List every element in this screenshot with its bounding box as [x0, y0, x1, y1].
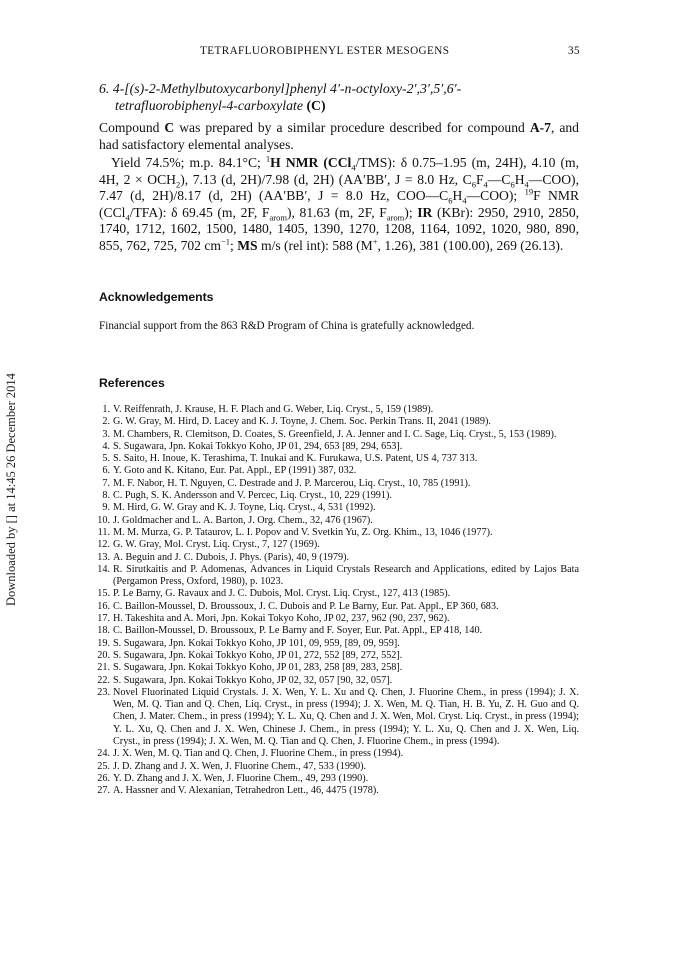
subscript: arom	[386, 212, 405, 223]
ms-label: MS	[237, 237, 258, 253]
subscript: 6	[448, 195, 453, 206]
reference-text: A. Beguin and J. C. Dubois, J. Phys. (Paris), 40, 9 (1979).	[113, 551, 350, 563]
section-heading	[99, 80, 569, 114]
text-run: m/s (rel int): 588 (M	[257, 237, 373, 253]
text-run: /TMS): δ 0.75–1.95 (m, 24H), 4.10 (m, 4H, 2 × OCH	[99, 155, 580, 187]
text-run: , 1.26), 381 (100.00), 269 (26.13).	[377, 237, 564, 253]
subscript: 4	[462, 195, 467, 206]
reference-item	[99, 625, 579, 637]
reference-number: 3.	[102, 428, 110, 440]
text-run: , and had satisfactory elemental analyses.	[99, 120, 579, 152]
reference-item	[99, 773, 579, 785]
reference-item	[99, 478, 579, 490]
text-run: Yield 74.5%; m.p. 84.1°C;	[111, 155, 266, 170]
reference-text: V. Reiffenrath, J. Krause, H. F. Plach and G. Weber, Liq. Cryst., 5, 159 (1989).	[113, 404, 434, 415]
reference-item	[99, 785, 579, 797]
reference-number: 27.	[97, 785, 110, 797]
reference-text: S. Sugawara, Jpn. Kokai Tokkyo Koho, JP 01, 294, 653 [89, 294, 653].	[113, 440, 403, 452]
reference-text: C. Baillon-Moussel, D. Broussoux, J. C. Dubois and P. Le Barny, Eur. Pat. Appl., EP 360, 683.	[113, 600, 499, 612]
text-run: /TFA): δ 69.45 (m, 2F, F	[129, 204, 270, 220]
reference-number: 26.	[97, 772, 110, 784]
reference-item	[99, 748, 579, 760]
reference-item	[99, 465, 579, 477]
reference-number: 10.	[97, 514, 110, 526]
reference-number: 12.	[97, 539, 110, 551]
reference-text: S. Sugawara, Jpn. Kokai Tokkyo Koho, JP 01, 283, 258 [89, 283, 258].	[113, 662, 403, 674]
page-number: 35	[568, 45, 580, 57]
subscript: 4	[351, 162, 356, 173]
reference-item	[99, 662, 579, 674]
compound-label: (C)	[306, 98, 326, 113]
reference-item	[99, 441, 579, 453]
reference-text: C. Pugh, S. K. Andersson and V. Percec, Liq. Cryst., 10, 229 (1991).	[113, 490, 392, 502]
subscript: 2	[175, 179, 181, 190]
section-title-part-1: 4-[(s)-2-Methylbutoxycarbonyl]phenyl 4′-n-octyloxy-2′,3′,5′,6′-	[112, 81, 462, 96]
reference-number: 4.	[102, 440, 110, 452]
compound-ref: C	[164, 120, 175, 135]
section-heading-line-1	[99, 80, 569, 97]
reference-text: M. Hird, G. W. Gray and K. J. Toyne, Liq. Cryst., 4, 531 (1992).	[113, 502, 376, 514]
reference-number: 11.	[97, 526, 110, 538]
reference-text: P. Le Barny, G. Ravaux and J. C. Dubois, Mol. Cryst. Liq. Cryst., 127, 413 (1985).	[113, 588, 451, 600]
text-run: Compound	[99, 120, 165, 135]
reference-item	[99, 564, 579, 589]
reference-number: 1.	[102, 404, 110, 415]
reference-text: H. Takeshita and A. Mori, Jpn. Kokai Tokyo Koho, JP 02, 237, 962 (90, 237, 962).	[113, 613, 450, 625]
reference-text: J. X. Wen, M. Q. Tian and Q. Chen, J. Fluorine Chem., in press (1994).	[113, 748, 404, 760]
reference-number: 23.	[97, 686, 110, 698]
text-run: ;	[230, 237, 238, 253]
section-title-part-2: tetrafluorobiphenyl-4-carboxylate	[115, 98, 303, 113]
superscript: 19	[524, 186, 534, 197]
reference-number: 24.	[97, 748, 110, 760]
reference-number: 14.	[97, 563, 110, 575]
reference-number: 9.	[102, 502, 110, 514]
text-run: F NMR (CCl	[99, 188, 580, 220]
reference-text: R. Sirutkaitis and P. Adomenas, Advances in Liquid Crystals Research and Applications, edited by Lajos Bata (Pergamon Press, Oxford, 1980), p. 1023.	[113, 563, 579, 588]
text-run: H	[452, 188, 463, 203]
reference-number: 21.	[97, 662, 110, 674]
reference-text: M. Chambers, R. Clemitson, D. Coates, S. Greenfield, J. A. Jenner and I. C. Sage, Liq. Cryst., 5, 153 (1989).	[113, 428, 557, 440]
reference-text: S. Sugawara, Jpn. Kokai Tokkyo Koho, JP 02, 32, 057 [90, 32, 057].	[113, 674, 393, 686]
subscript: 6	[471, 179, 476, 190]
ir-label: IR	[417, 204, 433, 220]
reference-text: J. D. Zhang and J. X. Wen, J. Fluorine Chem., 47, 533 (1990).	[113, 760, 367, 772]
reference-text: S. Sugawara, Jpn. Kokai Tokkyo Koho, JP 101, 09, 959, [89, 09, 959].	[113, 637, 400, 649]
superscript: −1	[220, 235, 231, 246]
download-watermark: Downloaded by [] at 14:45 26 December 2014	[4, 373, 18, 606]
reference-number: 16.	[97, 600, 110, 612]
section-number: 6.	[99, 81, 110, 96]
reference-number: 13.	[97, 551, 110, 563]
text-run: F	[475, 171, 484, 187]
reference-item	[99, 416, 579, 428]
reference-item	[99, 527, 579, 539]
reference-number: 20.	[97, 649, 110, 661]
subscript: 4	[524, 179, 529, 190]
text-run: (KBr): 2950, 2910, 2850, 1740, 1712, 1602, 1500, 1480, 1405, 1390, 1270, 1208, 1164, 1092, 1020, 980, 890, 855, 762, 725, 702 cm	[99, 204, 580, 253]
superscript: +	[372, 235, 378, 246]
reference-text: M. M. Murza, G. P. Tataurov, L. I. Popov and V. Svetkin Yu, Z. Org. Khim., 13, 1046 (1977).	[113, 526, 493, 538]
text-run: —COO), 7.47 (d, 2H)/8.17 (d, 2H) (AA′BB′, J = 8.0 Hz, COO—C	[99, 171, 579, 203]
subscript: 6	[510, 179, 515, 190]
reference-number: 7.	[102, 477, 110, 489]
reference-item	[99, 761, 579, 773]
reference-text: Y. Goto and K. Kitano, Eur. Pat. Appl., EP (1991) 387, 032.	[113, 465, 357, 477]
reference-number: 18.	[97, 625, 110, 637]
subscript: arom	[269, 212, 287, 223]
nmr-label: H NMR (CCl	[270, 155, 352, 170]
text-run: ), 81.63 (m, 2F, F	[286, 204, 387, 220]
text-run: was prepared by a similar procedure described for compound	[174, 120, 530, 135]
reference-number: 6.	[102, 465, 110, 477]
reference-number: 2.	[102, 416, 110, 428]
text-run: —COO);	[466, 188, 525, 203]
reference-text: Y. D. Zhang and J. X. Wen, J. Fluorine Chem., 49, 293 (1990).	[113, 772, 369, 784]
references-heading: References	[99, 376, 165, 390]
reference-number: 19.	[97, 637, 110, 649]
reference-item	[99, 490, 579, 502]
superscript: 1	[265, 153, 271, 164]
reference-item	[99, 515, 579, 527]
reference-number: 22.	[97, 674, 110, 686]
reference-item	[99, 429, 579, 441]
reference-number: 25.	[97, 760, 110, 772]
reference-item	[99, 675, 579, 687]
subscript: 4	[125, 212, 130, 223]
reference-text: A. Hassner and V. Alexanian, Tetrahedron Lett., 46, 4475 (1978).	[113, 785, 379, 797]
reference-item	[99, 588, 579, 600]
text-run: );	[404, 204, 418, 220]
reference-text: J. Goldmacher and L. A. Barton, J. Org. Chem., 32, 476 (1967).	[113, 514, 373, 526]
reference-text: S. Sugawara, Jpn. Kokai Tokkyo Koho, JP 01, 272, 552 [89, 272, 552].	[113, 649, 403, 661]
reference-text: C. Baillon-Moussel, D. Broussoux, P. Le Barny and F. Soyer, Eur. Pat. Appl., EP 418, 140.	[113, 625, 483, 637]
text-run: ), 7.13 (d, 2H)/7.98 (d, 2H) (AA′BB′, J = 8.0 Hz, C	[180, 171, 472, 187]
reference-item	[99, 687, 579, 748]
reference-text: Novel Fluorinated Liquid Crystals. J. X. Wen, Y. L. Xu and Q. Chen, J. Fluorine Chem., in press (1994); J. X. Wen, M. Q. Tian and Q. Chen, Liq. Cryst., in press (1994); J. X. Wen, M. Q. Tian, H. B. Yu, Z. H. Guo and Q. Chen, J. Mater. Chem., in press (1994); Y. L. Xu, Q. Chen and J. X. Wen, Mol. Cryst. Liq. Cryst., in press (1994); Y. L. Xu, Q. Chen and J. X. Wen, Chinese J. Chem., in press (1994); Y. L. Xu, Q. Chen and J. X. Wen, Liq. Cryst., in press (1994); J. X. Wen, M. Q. Tian and Q. Chen, J. Fluorine Chem., in press (1994).	[113, 686, 579, 748]
reference-item	[99, 650, 579, 662]
reference-number: 8.	[102, 490, 110, 502]
preparation-paragraph	[99, 120, 579, 153]
text-run: H	[514, 171, 525, 187]
reference-number: 5.	[102, 453, 110, 465]
reference-item	[99, 502, 579, 514]
characterization-paragraph	[99, 155, 579, 254]
acknowledgements-text: Financial support from the 863 R&D Program of China is gratefully acknowledged.	[99, 320, 475, 332]
reference-item	[99, 601, 579, 613]
reference-item	[99, 453, 579, 465]
acknowledgements-heading: Acknowledgements	[99, 290, 214, 304]
reference-text: S. Saito, H. Inoue, K. Terashima, T. Inukai and K. Furukawa, U.S. Patent, US 4, 737 313.	[113, 453, 478, 465]
reference-item	[99, 552, 579, 564]
compound-ref: A-7	[529, 120, 551, 135]
reference-text: M. F. Nabor, H. T. Nguyen, C. Destrade and J. P. Marcerou, Liq. Cryst., 10, 785 (1991).	[113, 477, 471, 489]
reference-item	[99, 613, 579, 625]
subscript: 4	[483, 179, 488, 190]
reference-item	[99, 539, 579, 551]
section-heading-line-2	[99, 97, 569, 114]
reference-text: G. W. Gray, M. Hird, D. Lacey and K. J. Toyne, J. Chem. Soc. Perkin Trans. II, 2041 (1989).	[113, 416, 491, 428]
running-head-title: TETRAFLUOROBIPHENYL ESTER MESOGENS	[200, 45, 450, 57]
reference-item	[99, 404, 579, 416]
reference-number: 17.	[97, 613, 110, 625]
reference-text: G. W. Gray, Mol. Cryst. Liq. Cryst., 7, 127 (1969).	[113, 539, 320, 551]
references-list	[99, 404, 579, 798]
reference-item	[99, 638, 579, 650]
text-run: —C	[487, 171, 511, 187]
reference-number: 15.	[97, 588, 110, 600]
